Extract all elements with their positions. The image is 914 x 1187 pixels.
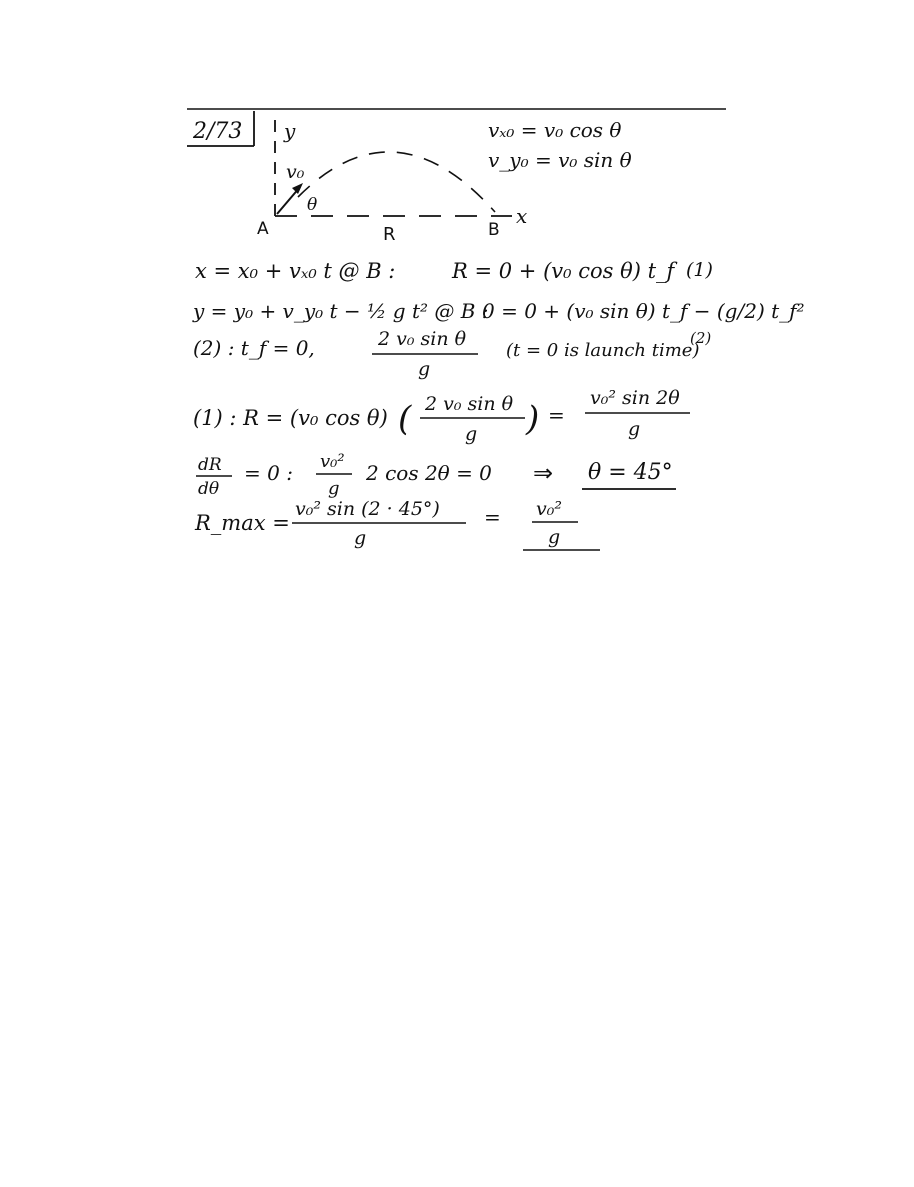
derivative-numerator: dR: [198, 455, 222, 475]
max-range-result-numerator: v₀²: [536, 498, 562, 520]
velocity-label: v₀: [286, 161, 305, 183]
max-range-result: [532, 498, 578, 548]
max-range-equals: =: [484, 505, 501, 529]
coefficient-numerator: v₀²: [320, 451, 345, 472]
flight-time-roots: (2) : t_f = 0,: [193, 336, 315, 360]
max-range-denominator: g: [354, 527, 367, 549]
equation-tag-2: (2): [690, 329, 712, 347]
range-result-numerator: v₀² sin 2θ: [590, 387, 680, 409]
x-axis-label: x: [516, 204, 528, 228]
derivative-fraction: [196, 455, 232, 499]
range-sub-denominator: g: [465, 423, 478, 445]
point-b-label: B: [488, 220, 500, 240]
range-substitution-fraction: [398, 393, 539, 445]
optimal-angle: θ = 45°: [588, 460, 673, 485]
range-result-denominator: g: [628, 418, 641, 440]
range-label: R: [383, 224, 396, 245]
y-axis-label: y: [284, 119, 296, 143]
max-range-numerator: v₀² sin (2 · 45°): [295, 498, 440, 520]
trajectory-diagram: [257, 118, 527, 245]
problem-number: 2/73: [193, 119, 243, 144]
coefficient-denominator: g: [328, 478, 340, 499]
max-range-label: R_max =: [195, 511, 290, 535]
vx0-component: vₓ₀ = v₀ cos θ: [488, 118, 622, 142]
equation-tag-1: (1): [686, 259, 713, 281]
problem-number-box: [187, 111, 254, 146]
velocity-arrowhead: [292, 183, 303, 194]
derivative-coefficient: [316, 451, 352, 499]
derivative-expression: 2 cos 2θ = 0: [366, 461, 492, 485]
x-position-equation: x = x₀ + vₓ₀ t @ B :: [195, 259, 396, 283]
flight-time-denominator: g: [418, 358, 431, 380]
flight-time-numerator: 2 v₀ sin θ: [378, 328, 467, 350]
max-range-fraction: [292, 498, 466, 549]
point-a-label: A: [257, 219, 269, 239]
svg-text:(: (: [398, 399, 412, 439]
derivative-denominator: dθ: [198, 479, 220, 499]
trajectory-path: [298, 152, 495, 212]
launch-time-note: (t = 0 is launch time): [506, 340, 700, 361]
angle-label: θ: [307, 195, 318, 215]
max-range-result-denominator: g: [548, 526, 561, 548]
range-result-fraction: [585, 387, 690, 440]
vertical-equation: 0 = 0 + (v₀ sin θ) t_f − (g/2) t_f²: [482, 299, 805, 323]
range-equation: R = 0 + (v₀ cos θ) t_f: [452, 259, 675, 283]
implies-arrow: ⇒: [533, 459, 554, 487]
y-position-equation: y = y₀ + v_y₀ t − ½ g t² @ B :: [193, 299, 489, 323]
range-sub-numerator: 2 v₀ sin θ: [425, 393, 514, 415]
vy0-component: v_y₀ = v₀ sin θ: [488, 148, 632, 172]
derivative-equals-zero: = 0 :: [244, 461, 293, 485]
svg-text:): ): [526, 399, 540, 439]
flight-time-fraction: [372, 328, 478, 380]
range-equals: =: [548, 403, 565, 427]
range-substitution: (1) : R = (v₀ cos θ): [193, 406, 388, 430]
